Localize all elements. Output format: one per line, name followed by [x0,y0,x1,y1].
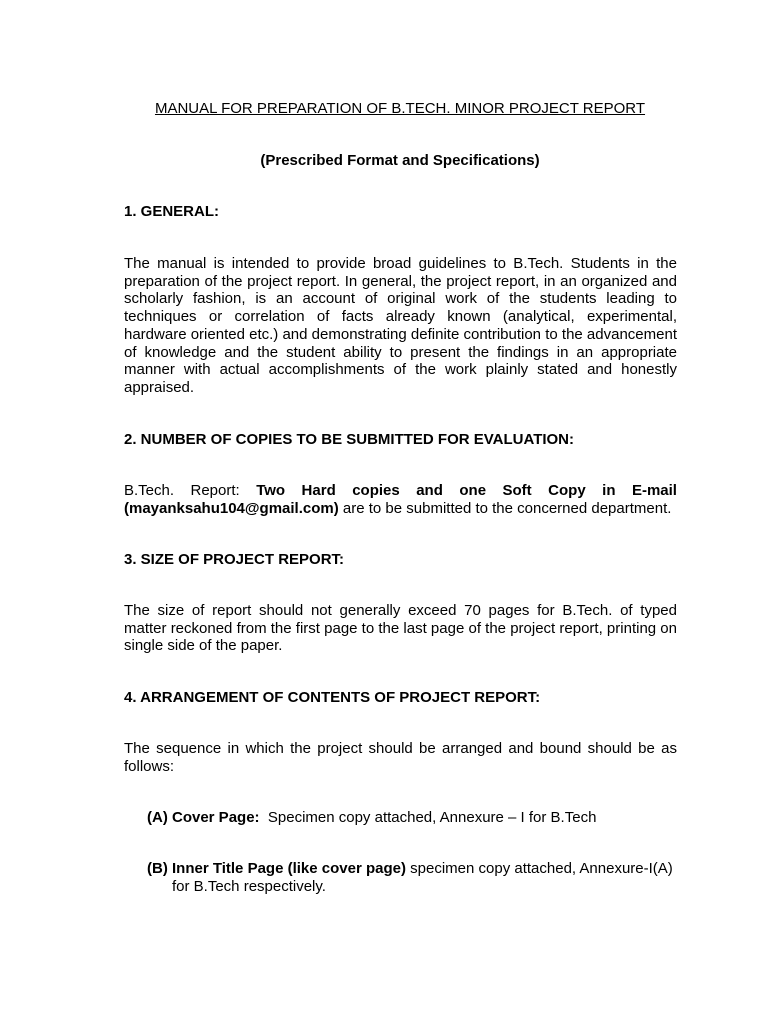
section-heading-general: 1. GENERAL: [124,203,220,220]
section-text-arrangement: The sequence in which the project should be arranged and bound should be as follows: [124,740,677,775]
list-item-bold: Inner Title Page (like cover page) [172,860,406,877]
document-subtitle: (Prescribed Format and Specifications) [260,152,540,169]
document-title: MANUAL FOR PREPARATION OF B.TECH. MINOR PROJECT REPORT [154,100,646,117]
copies-text-prefix: B.Tech. Report: [124,482,257,499]
list-item-text: specimen copy attached, Annexure-I(A) for B.Tech respectively. [172,860,673,895]
section-text-general: The manual is intended to provide broad guidelines to B.Tech. Students in the preparation of the project report. In general, the project report, in an organized and scholarly fashion, is an account of original work of the students leading to techniques or correlation of facts already known (analytical, experimental, hardware oriented etc.) and demonstrating definite contribution to the advancement of knowledge and the student ability to present the findings in an appropriate manner with actual accomplishments of the work plainly stated and honestly appraised. [124,255,677,396]
copies-text-bold: Two Hard copies and one Soft Copy in E-mail (mayanksahu104@gmail.com) [124,482,677,517]
section-text-copies [124,482,677,517]
list-item-label: (A) [147,809,168,826]
list-item-cover-page [147,809,677,827]
section-text-size: The size of report should not generally exceed 70 pages for B.Tech. of typed matter reckoned from the first page to the last page of the project report, printing on single side of the paper. [124,602,677,655]
section-heading-size: 3. SIZE OF PROJECT REPORT: [124,551,345,568]
list-item-text: Specimen copy attached, Annexure – I for B.Tech [259,809,597,826]
list-item-bold: Cover Page: [172,809,260,826]
section-heading-copies: 2. NUMBER OF COPIES TO BE SUBMITTED FOR EVALUATION: [124,431,575,448]
list-item-inner-title-page [147,860,677,896]
section-heading-arrangement: 4. ARRANGEMENT OF CONTENTS OF PROJECT REPORT: [124,689,541,706]
copies-text-suffix: are to be submitted to the concerned department. [338,499,672,517]
list-item-label: (B) [147,860,168,877]
